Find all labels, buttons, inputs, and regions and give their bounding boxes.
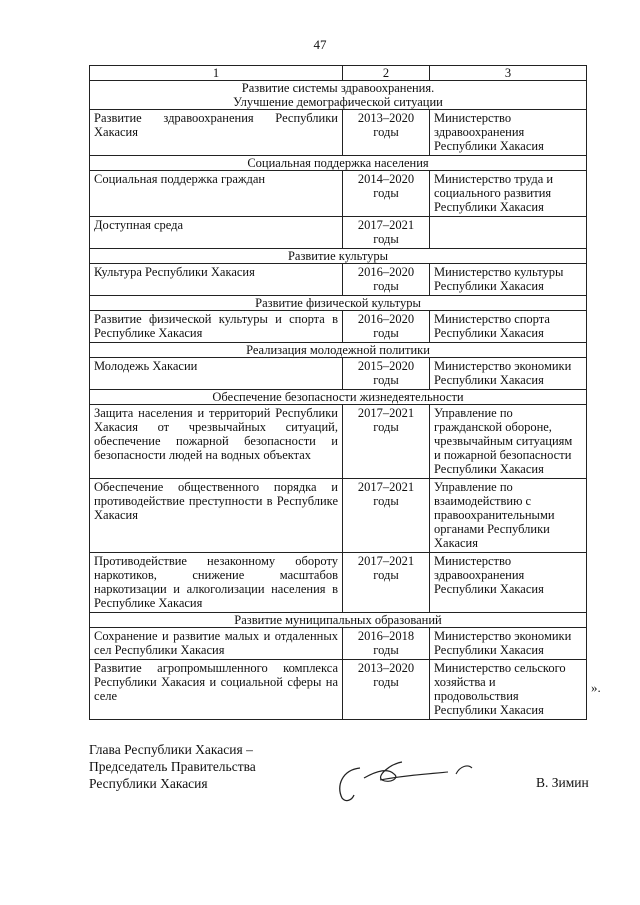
responsible-body-cell: Министерство здравоохранения Республики Хакасия — [430, 553, 587, 613]
program-name-cell: Развитие агропромышленного комплекса Республики Хакасия и социальной сферы на селе — [90, 660, 343, 720]
program-period-cell — [343, 553, 430, 613]
table-row — [90, 264, 587, 296]
table-row — [90, 358, 587, 390]
header-cell-1: 1 — [90, 66, 343, 81]
responsible-body-cell: Министерство экономики Республики Хакасия — [430, 628, 587, 660]
program-name-cell: Социальная поддержка граждан — [90, 171, 343, 217]
program-name-cell: Культура Республики Хакасия — [90, 264, 343, 296]
period-years: 2013–2020 — [357, 661, 415, 675]
responsible-body-cell: Министерство труда и социального развития Республики Хакасия — [430, 171, 587, 217]
period-unit: годы — [373, 232, 399, 246]
program-name-cell: Молодежь Хакасии — [90, 358, 343, 390]
program-name-cell: Развитие физической культуры и спорта в Республике Хакасия — [90, 311, 343, 343]
period-unit: годы — [373, 125, 399, 139]
period-unit: годы — [373, 568, 399, 582]
program-name-cell: Обеспечение общественного порядка и противодействие преступности в Республике Хакасия — [90, 479, 343, 553]
responsible-body-cell: Министерство экономики Республики Хакасия — [430, 358, 587, 390]
section-title-line: Развитие муниципальных образований — [234, 613, 442, 627]
period-years: 2016–2020 — [357, 312, 415, 326]
responsible-body-cell: Управление по гражданской обороне, чрезвычайным ситуациям и пожарной безопасности Республики Хакасия — [430, 405, 587, 479]
section-header-row — [90, 613, 587, 628]
section-title-line: Развитие культуры — [287, 249, 389, 263]
program-period-cell — [343, 171, 430, 217]
period-unit: годы — [373, 279, 399, 293]
program-name-cell: Противодействие незаконному обороту наркотиков, снижение масштабов наркотизации и алкоголизации населения в Республике Хакасия — [90, 553, 343, 613]
signatory-name: В. Зимин — [536, 775, 589, 790]
signatory-title — [89, 741, 256, 792]
program-period-cell — [343, 628, 430, 660]
section-title — [90, 81, 587, 110]
program-name-cell: Сохранение и развитие малых и отдаленных сел Республики Хакасия — [90, 628, 343, 660]
section-title — [90, 296, 587, 311]
programs-table — [89, 65, 587, 720]
section-title-line: Развитие системы здравоохранения. — [241, 81, 435, 95]
table-row — [90, 660, 587, 720]
responsible-body-cell: Министерство спорта Республики Хакасия — [430, 311, 587, 343]
period-years: 2017–2021 — [357, 218, 415, 232]
period-unit: годы — [373, 186, 399, 200]
program-name-cell: Доступная среда — [90, 217, 343, 249]
table-row — [90, 405, 587, 479]
period-unit: годы — [373, 643, 399, 657]
program-name-cell: Развитие здравоохранения Республики Хакасия — [90, 110, 343, 156]
program-period-cell — [343, 264, 430, 296]
period-years: 2016–2020 — [357, 265, 415, 279]
period-years: 2014–2020 — [357, 172, 415, 186]
section-title — [90, 343, 587, 358]
period-years: 2016–2018 — [357, 629, 415, 643]
header-cell-2: 2 — [343, 66, 430, 81]
header-cell-3: 3 — [430, 66, 587, 81]
section-title — [90, 156, 587, 171]
handwritten-signature — [330, 750, 480, 810]
section-title — [90, 249, 587, 264]
program-period-cell — [343, 405, 430, 479]
signatory-title-line: Республики Хакасия — [89, 776, 208, 791]
section-title-line: Реализация молодежной политики — [246, 343, 430, 357]
table-row — [90, 217, 587, 249]
section-header-row — [90, 81, 587, 110]
section-header-row — [90, 296, 587, 311]
period-years: 2013–2020 — [357, 111, 415, 125]
period-unit: годы — [373, 494, 399, 508]
table-row — [90, 479, 587, 553]
section-title — [90, 613, 587, 628]
table-row — [90, 110, 587, 156]
program-period-cell — [343, 217, 430, 249]
responsible-body-cell: Министерство здравоохранения Республики Хакасия — [430, 110, 587, 156]
period-years: 2017–2021 — [357, 480, 415, 494]
table-row — [90, 311, 587, 343]
responsible-body-cell: Управление по взаимодействию с правоохранительными органами Республики Хакасия — [430, 479, 587, 553]
signatory-title-line: Глава Республики Хакасия – — [89, 742, 253, 757]
period-unit: годы — [373, 420, 399, 434]
period-years: 2017–2021 — [357, 554, 415, 568]
section-title — [90, 390, 587, 405]
period-years: 2017–2021 — [357, 406, 415, 420]
program-name-cell: Защита населения и территорий Республики Хакасия от чрезвычайных ситуаций, обеспечение пожарной безопасности и безопасности людей на водных объектах — [90, 405, 343, 479]
program-period-cell — [343, 110, 430, 156]
section-title-line: Улучшение демографической ситуации — [233, 95, 443, 109]
table-row — [90, 553, 587, 613]
period-unit: годы — [373, 675, 399, 689]
period-years: 2015–2020 — [357, 359, 415, 373]
closing-quote: ». — [591, 680, 601, 695]
responsible-body-cell: Министерство сельского хозяйства и продовольствия Республики Хакасия — [430, 660, 587, 720]
table-header-row — [90, 66, 587, 81]
signatory-title-line: Председатель Правительства — [89, 759, 256, 774]
section-title-line: Обеспечение безопасности жизнедеятельности — [212, 390, 464, 404]
section-title-line: Социальная поддержка населения — [247, 156, 429, 170]
program-period-cell — [343, 479, 430, 553]
period-unit: годы — [373, 373, 399, 387]
section-header-row — [90, 390, 587, 405]
section-title-line: Развитие физической культуры — [255, 296, 421, 310]
section-header-row — [90, 249, 587, 264]
responsible-body-cell — [430, 217, 587, 249]
page-number: 47 — [313, 37, 327, 52]
program-period-cell — [343, 358, 430, 390]
program-period-cell — [343, 660, 430, 720]
table-row — [90, 628, 587, 660]
program-period-cell — [343, 311, 430, 343]
section-header-row — [90, 343, 587, 358]
period-unit: годы — [373, 326, 399, 340]
responsible-body-cell: Министерство культуры Республики Хакасия — [430, 264, 587, 296]
table-row — [90, 171, 587, 217]
section-header-row — [90, 156, 587, 171]
